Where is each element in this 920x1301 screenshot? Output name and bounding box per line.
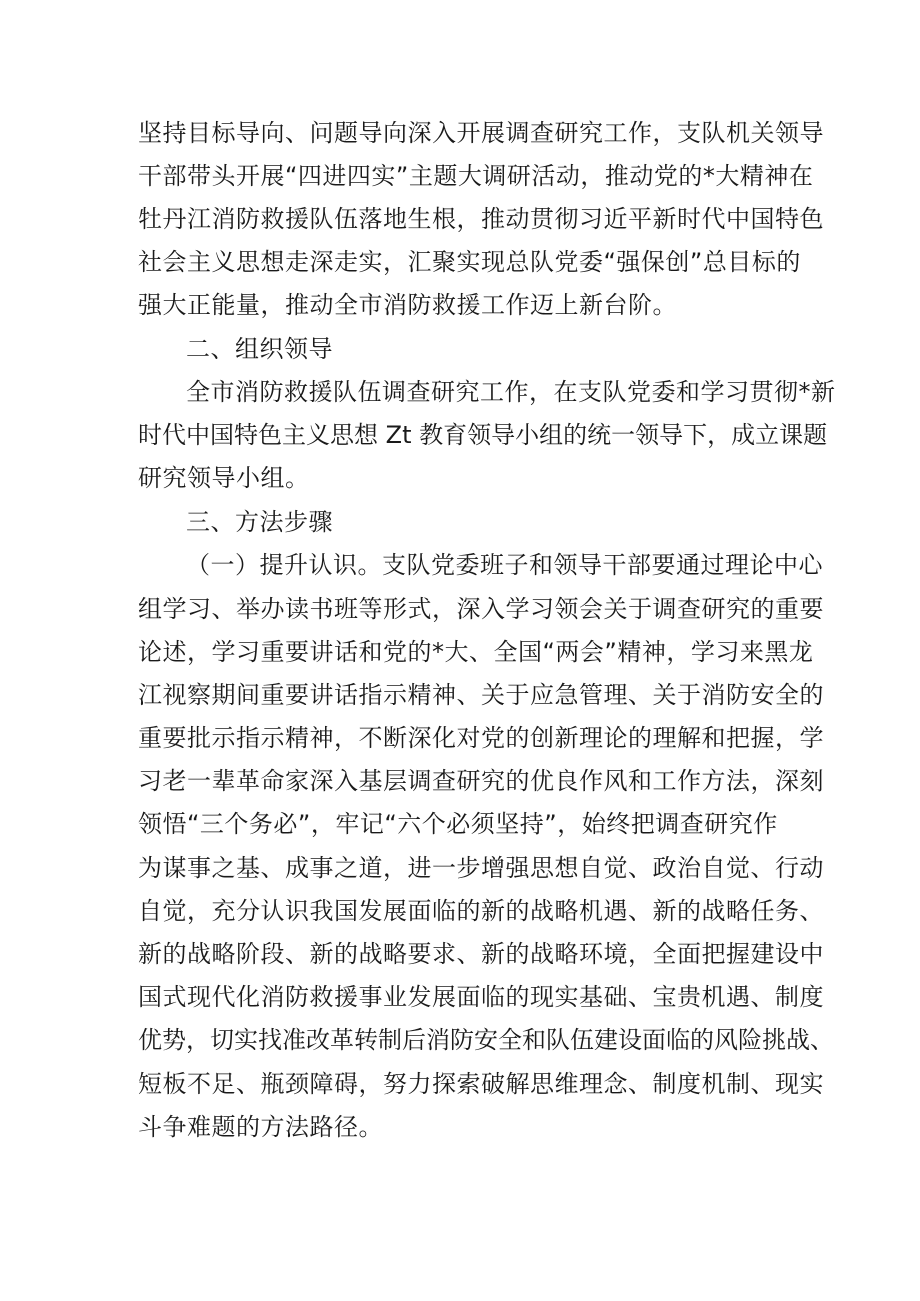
paragraph-3-line-4: 江视察期间重要讲话指示精神、关于应急管理、关于消防安全的: [138, 681, 824, 709]
paragraph-3-line-5: 重要批示指示精神，不断深化对党的创新理论的理解和把握，学: [138, 724, 824, 752]
paragraph-3-line-9: 自觉，充分认识我国发展面临的新的战略机遇、新的战略任务、: [138, 897, 824, 925]
paragraph-3-line-7: 领悟“三个务必”，牢记“六个必须坚持”，始终把调查研究作: [138, 810, 778, 838]
paragraph-3-line-8: 为谋事之基、成事之道，进一步增强思想自觉、政治自觉、行动: [138, 854, 824, 882]
paragraph-2-line-1: 全市消防救援队伍调查研究工作，在支队党委和学习贯彻*新: [186, 378, 836, 406]
paragraph-1-line-5: 强大正能量，推动全市消防救援工作迈上新台阶。: [138, 291, 677, 319]
paragraph-1-line-2: 干部带头开展“四进四实”主题大调研活动，推动党的*大精神在: [138, 162, 814, 190]
paragraph-2-line-3: 研究领导小组。: [138, 464, 310, 492]
paragraph-3-line-2: 组学习、举办读书班等形式，深入学习领会关于调查研究的重要: [138, 595, 824, 623]
paragraph-3-line-12: 优势，切实找准改革转制后消防安全和队伍建设面临的风险挑战、: [138, 1026, 834, 1054]
paragraph-3-line-3: 论述，学习重要讲话和党的*大、全国“两会”精神，学习来黑龙: [138, 638, 814, 666]
paragraph-2-line-2: 时代中国特色主义思想 Zt 教育领导小组的统一领导下，成立课题: [138, 421, 828, 449]
paragraph-3-line-1: （一）提升认识。支队党委班子和领导干部要通过理论中心: [186, 551, 823, 579]
section-heading-methods: 三、方法步骤: [186, 508, 333, 536]
paragraph-1-line-1: 坚持目标导向、问题导向深入开展调查研究工作，支队机关领导: [138, 119, 824, 147]
paragraph-3-line-13: 短板不足、瓶颈障碍，努力探索破解思维理念、制度机制、现实: [138, 1070, 824, 1098]
paragraph-1-line-3: 牡丹江消防救援队伍落地生根，推动贯彻习近平新时代中国特色: [138, 205, 824, 233]
paragraph-3-line-14: 斗争难题的方法路径。: [138, 1113, 383, 1141]
paragraph-3-line-6: 习老一辈革命家深入基层调查研究的优良作风和工作方法，深刻: [138, 767, 824, 795]
section-heading-organization: 二、组织领导: [186, 335, 333, 363]
paragraph-3-line-11: 国式现代化消防救援事业发展面临的现实基础、宝贵机遇、制度: [138, 983, 824, 1011]
paragraph-3-line-10: 新的战略阶段、新的战略要求、新的战略环境，全面把握建设中: [138, 940, 824, 968]
paragraph-1-line-4: 社会主义思想走深走实，汇聚实现总队党委“强保创”总目标的: [138, 248, 801, 276]
